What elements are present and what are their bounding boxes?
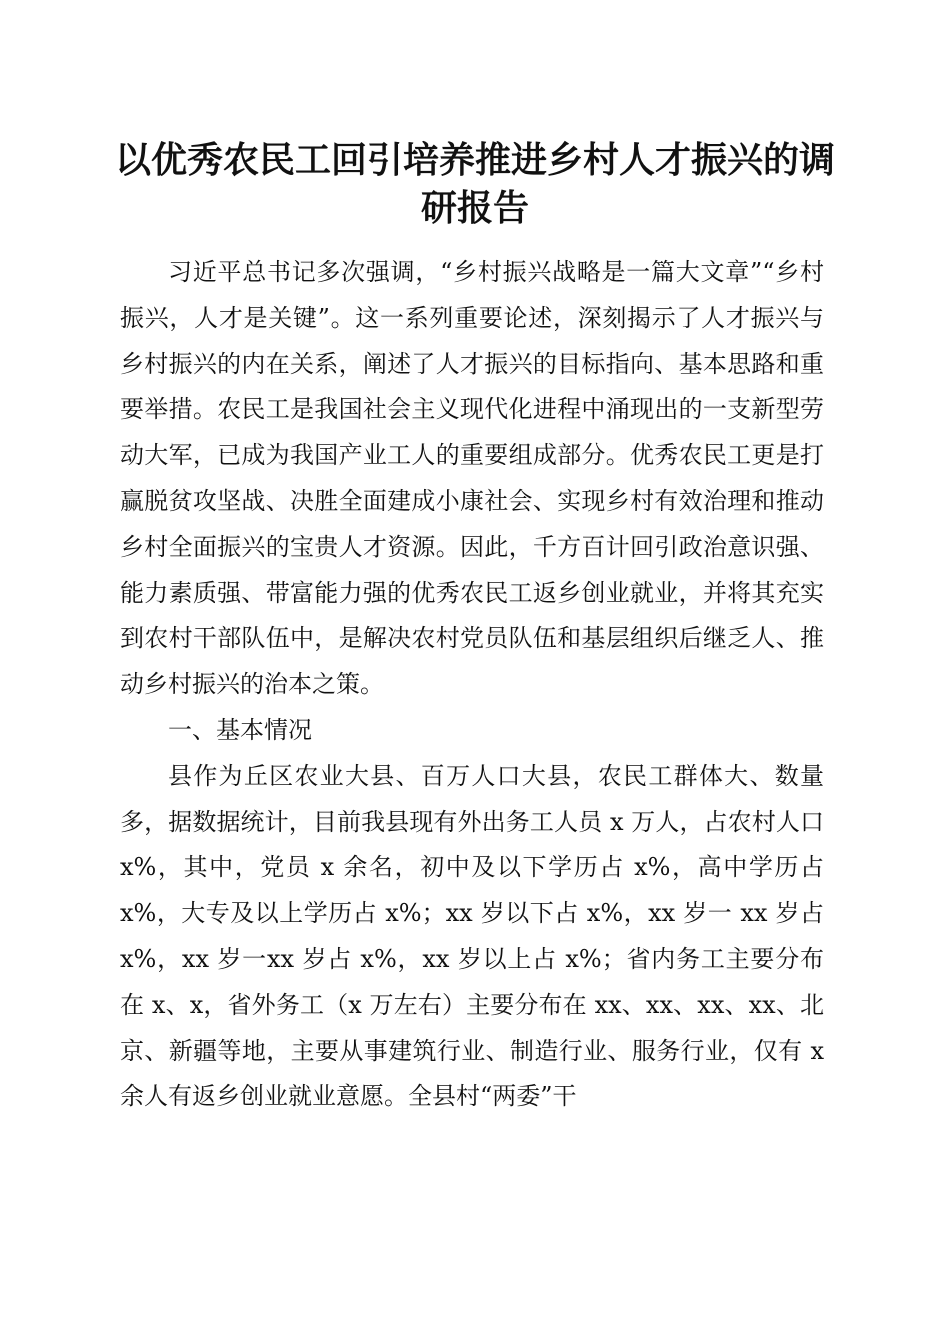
intro-paragraph: 习近平总书记多次强调，“乡村振兴战略是一篇大文章”“乡村振兴，人才是关键”。这一系列重要论述，深刻揭示了人才振兴与乡村振兴的内在关系，阐述了人才振兴的目标指向、基本思路和重要举措。农民工是我国社会主义现代化进程中涌现出的一支新型劳动大军，已成为我国产业工人的重要组成部分。优秀农民工更是打赢脱贫攻坚战、决胜全面建成小康社会、实现乡村有效治理和推动乡村全面振兴的宝贵人才资源。因此，千方百计回引政治意识强、能力素质强、带富能力强的优秀农民工返乡创业就业，并将其充实到农村干部队伍中，是解决农村党员队伍和基层组织后继乏人、推动乡村振兴的治本之策。	[120, 258, 824, 699]
section-heading-basic-situation: 一、基本情况	[168, 715, 312, 744]
section-paragraph-basic-situation: 县作为丘区农业大县、百万人口大县，农民工群体大、数量多，据数据统计，目前我县现有外出务工人员 x 万人，占农村人口 x%，其中，党员 x 余名，初中及以下学历占 x%，高中学历占 x%，大专及以上学历占 x%；xx 岁以下占 x%，xx 岁一 xx 岁占 x%，xx 岁一xx 岁占 x%，xx 岁以上占 x%；省内务工主要分布在 x、x，省外务工（x 万左右）主要分布在 xx、xx、xx、xx、北京、新疆等地，主要从事建筑行业、制造行业、服务行业，仅有 x 余人有返乡创业就业意愿。全县村“两委”干	[120, 761, 824, 1111]
document-body	[120, 250, 824, 1120]
document-title: 以优秀农民工回引培养推进乡村人才振兴的调研报告	[114, 139, 835, 229]
